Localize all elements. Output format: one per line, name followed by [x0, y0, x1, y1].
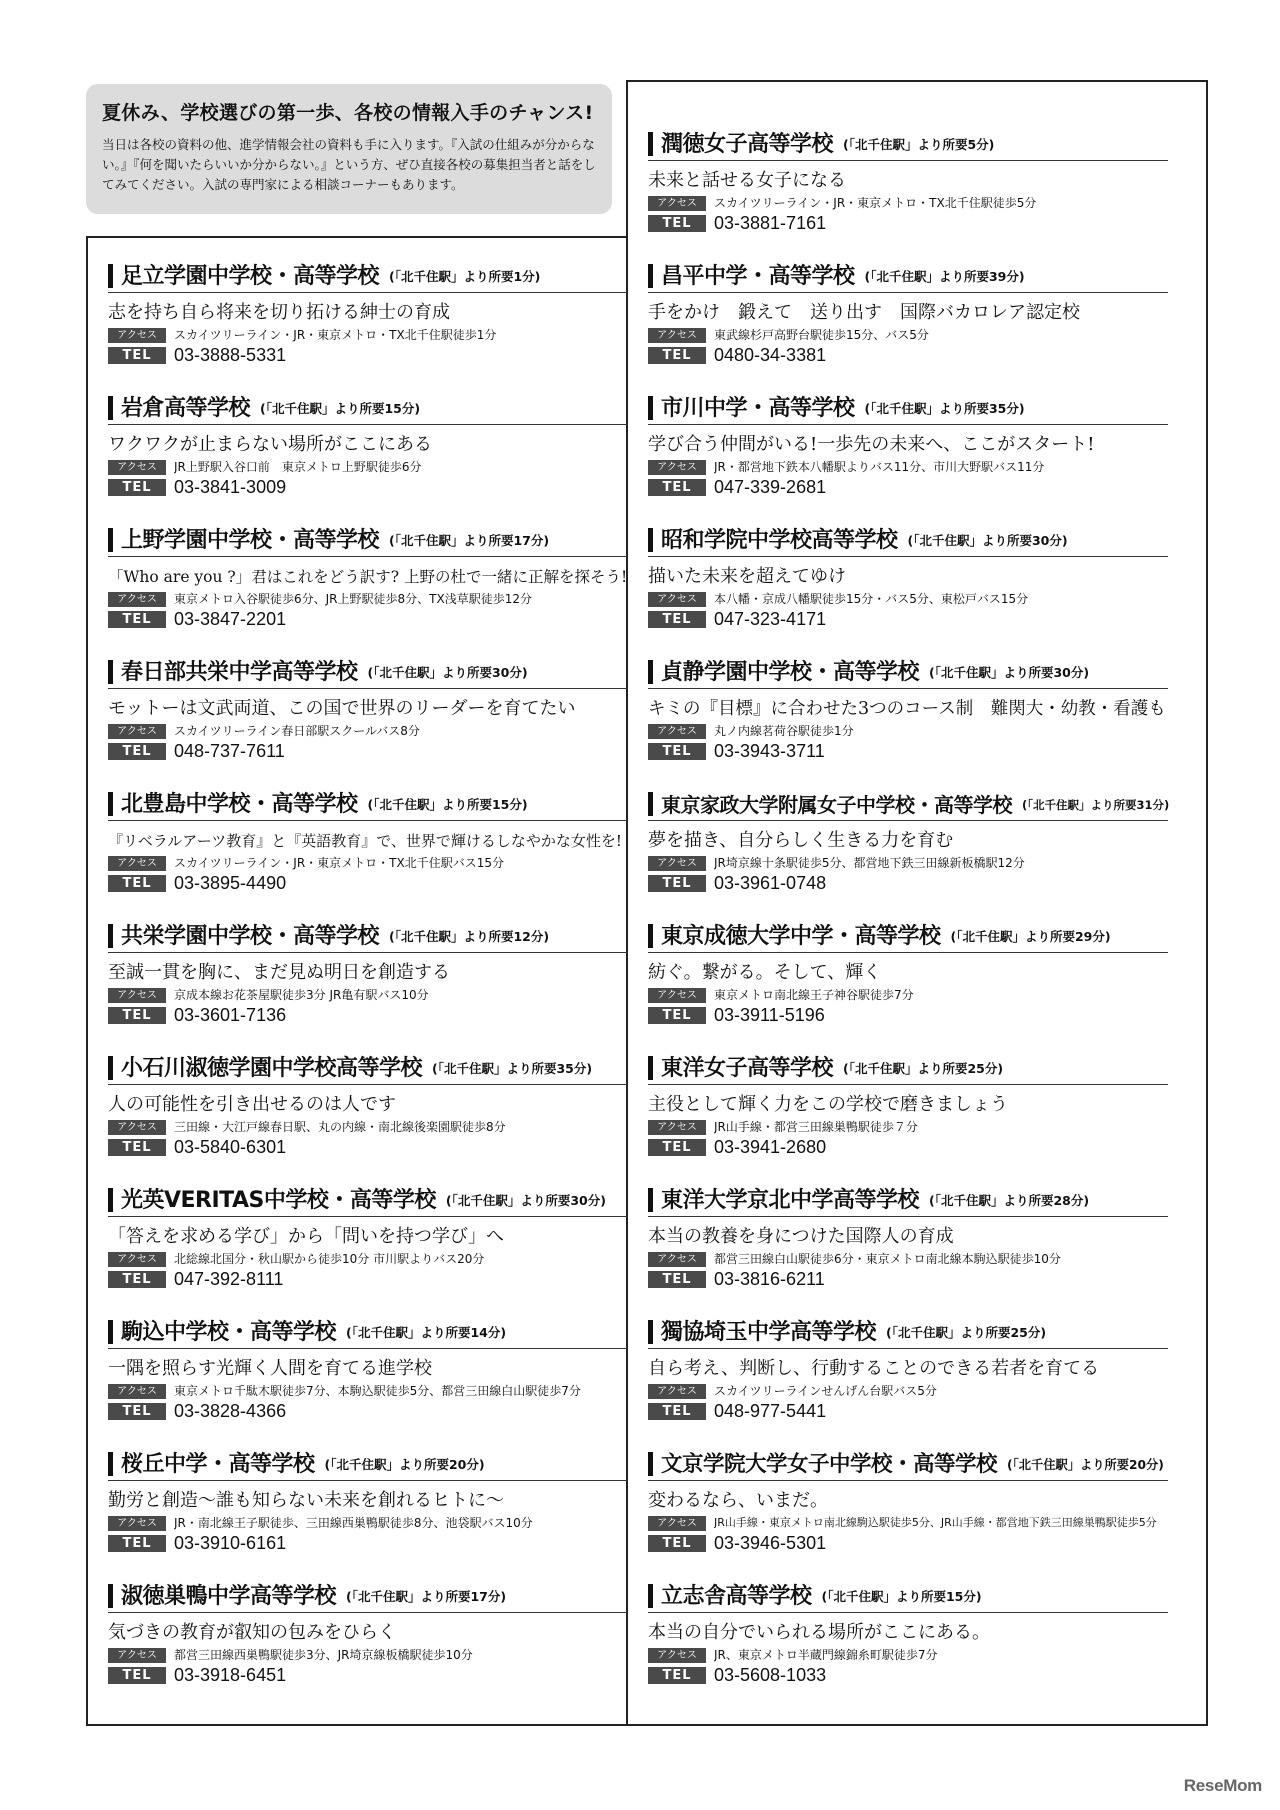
school-name: 昭和学院中学校高等学校 — [661, 528, 898, 553]
frame-border-top — [86, 236, 628, 238]
school-header — [108, 258, 628, 293]
tel-number: 047-392-8111 — [174, 1269, 284, 1289]
tel-number: 03-3918-6451 — [174, 1665, 287, 1685]
tel-label: TEL — [108, 479, 166, 496]
tel-label: TEL — [108, 347, 166, 364]
tel-row — [108, 1533, 628, 1553]
access-row — [648, 1515, 1168, 1531]
access-text: JR上野駅入谷口前 東京メトロ上野駅徒歩6分 — [174, 460, 422, 474]
heading-bar — [648, 792, 653, 816]
heading-bar — [648, 132, 653, 156]
access-text: 北総線北国分・秋山駅から徒歩10分 市川駅よりバス20分 — [174, 1252, 485, 1266]
access-text: 東武線杉戸高野台駅徒歩15分、バス5分 — [714, 328, 929, 342]
access-row — [108, 1647, 628, 1663]
access-label: アクセス — [648, 1648, 706, 1663]
school-name: 文京学院大学女子中学校・高等学校 — [661, 1452, 998, 1477]
heading-bar — [108, 528, 113, 552]
tel-label: TEL — [648, 1667, 706, 1684]
school-catchphrase: 「答えを求める学び」から「問いを持つ学び」へ — [108, 1226, 504, 1247]
school-header — [108, 786, 628, 821]
school-name: 昌平中学・高等学校 — [661, 264, 855, 289]
travel-time: (「北千住駅」より所要5分) — [843, 137, 995, 152]
access-row — [108, 591, 628, 607]
school-header — [648, 786, 1168, 821]
access-row — [108, 1515, 628, 1531]
access-row — [648, 1119, 1168, 1135]
heading-bar — [108, 396, 113, 420]
school-name: 貞静学園中学校・高等学校 — [661, 660, 920, 685]
tel-row — [108, 477, 628, 497]
travel-time: (「北千住駅」より所要20分) — [1007, 1458, 1164, 1472]
tel-label: TEL — [108, 1667, 166, 1684]
tel-number: 03-3601-7136 — [174, 1005, 287, 1025]
tel-row — [108, 1005, 628, 1025]
school-catchphrase: 本当の教養を身につけた国際人の育成 — [648, 1226, 954, 1247]
tel-row — [108, 1665, 628, 1685]
tel-label: TEL — [108, 1535, 166, 1552]
school-name: 市川中学・高等学校 — [661, 396, 855, 421]
intro-title: 夏休み、学校選びの第一歩、各校の情報入手のチャンス! — [102, 102, 594, 124]
tel-row — [108, 1269, 628, 1289]
heading-bar — [108, 1452, 113, 1476]
travel-time: (「北千住駅」より所要17分) — [346, 1589, 507, 1604]
heading-bar — [648, 528, 653, 552]
school-name: 岩倉高等学校 — [121, 396, 251, 421]
school-entry — [108, 1050, 628, 1182]
tel-row — [648, 873, 1168, 893]
tel-number: 03-3910-6161 — [174, 1533, 287, 1553]
tel-number: 048-737-7611 — [174, 741, 285, 761]
access-label: アクセス — [108, 1252, 166, 1267]
tel-label: TEL — [648, 1139, 706, 1156]
travel-time: (「北千住駅」より所要25分) — [886, 1325, 1047, 1340]
tel-number: 0480-34-3381 — [714, 345, 827, 365]
access-label: アクセス — [648, 988, 706, 1003]
school-name: 足立学園中学校・高等学校 — [121, 264, 380, 289]
travel-time: (「北千住駅」より所要14分) — [346, 1325, 507, 1340]
school-catchphrase: 自ら考え、判断し、行動することのできる若者を育てる — [648, 1358, 1100, 1379]
school-catchphrase: 「Who are you ?」君はこれをどう訳す? 上野の杜で一緒に正解を探そう! — [108, 568, 628, 586]
school-entry — [648, 1050, 1168, 1182]
school-header — [648, 918, 1168, 953]
school-entry — [108, 786, 628, 918]
tel-row — [648, 477, 1168, 497]
access-row — [108, 1119, 628, 1135]
tel-number: 03-3941-2680 — [714, 1137, 827, 1157]
school-catchphrase: ワクワクが止まらない場所がここにある — [108, 434, 432, 455]
tel-number: 03-3828-4366 — [174, 1401, 287, 1421]
heading-bar — [648, 660, 653, 684]
access-row — [648, 327, 1168, 343]
school-name: 東京家政大学附属女子中学校・高等学校 — [661, 793, 1012, 817]
access-label: アクセス — [108, 1648, 166, 1663]
travel-time: (「北千住駅」より所要25分) — [843, 1061, 1004, 1076]
access-label: アクセス — [648, 1252, 706, 1267]
school-name: 獨協埼玉中学高等学校 — [661, 1320, 877, 1345]
heading-bar — [648, 396, 653, 420]
school-entry — [648, 126, 1168, 258]
school-catchphrase: 人の可能性を引き出せるのは人です — [108, 1094, 396, 1115]
access-label: アクセス — [108, 1384, 166, 1399]
resemom-logo: ReseMom — [1183, 1776, 1262, 1795]
heading-bar — [108, 1056, 113, 1080]
tel-label: TEL — [648, 743, 706, 760]
heading-bar — [108, 924, 113, 948]
travel-time: (「北千住駅」より所要30分) — [367, 665, 528, 680]
school-header — [108, 654, 628, 689]
school-catchphrase: 学び合う仲間がいる!一歩先の未来へ、ここがスタート! — [648, 434, 1095, 455]
tel-label: TEL — [648, 1535, 706, 1552]
school-header — [108, 918, 628, 953]
heading-bar — [108, 660, 113, 684]
school-entry — [108, 1578, 628, 1710]
access-text: 都営三田線白山駅徒歩6分・東京メトロ南北線本駒込駅徒歩10分 — [714, 1252, 1061, 1266]
tel-number: 03-5840-6301 — [174, 1137, 287, 1157]
travel-time: (「北千住駅」より所要15分) — [260, 401, 421, 416]
school-name: 春日部共栄中学高等学校 — [121, 660, 358, 685]
travel-time: (「北千住駅」より所要12分) — [389, 929, 550, 944]
tel-number: 03-3895-4490 — [174, 873, 287, 893]
tel-label: TEL — [108, 743, 166, 760]
access-label: アクセス — [648, 592, 706, 607]
access-row — [108, 327, 628, 343]
tel-label: TEL — [108, 875, 166, 892]
access-label: アクセス — [648, 1120, 706, 1135]
school-header — [648, 522, 1168, 557]
access-text: 東京メトロ南北線王子神谷駅徒歩7分 — [714, 988, 914, 1002]
access-text: スカイツリーライン・JR・東京メトロ・TX北千住駅徒歩5分 — [714, 196, 1037, 210]
school-entry — [648, 522, 1168, 654]
school-entry — [108, 918, 628, 1050]
school-header — [648, 654, 1168, 689]
tel-number: 03-3816-6211 — [714, 1269, 825, 1289]
school-entry — [648, 786, 1168, 918]
travel-time: (「北千住駅」より所要39分) — [864, 269, 1025, 284]
intro-box — [86, 84, 612, 214]
tel-label: TEL — [108, 1271, 166, 1288]
tel-row — [648, 1005, 1168, 1025]
school-catchphrase: 気づきの教育が叡知の包みをひらく — [108, 1622, 396, 1643]
tel-row — [108, 873, 628, 893]
access-label: アクセス — [108, 1516, 166, 1531]
heading-bar — [108, 792, 113, 816]
access-label: アクセス — [648, 856, 706, 871]
access-row — [108, 987, 628, 1003]
tel-label: TEL — [108, 1139, 166, 1156]
tel-number: 03-3888-5331 — [174, 345, 287, 365]
tel-row — [648, 213, 1168, 233]
access-row — [648, 459, 1168, 475]
school-name: 小石川淑徳学園中学校高等学校 — [121, 1056, 423, 1081]
school-header — [108, 1578, 628, 1613]
access-text: 三田線・大江戸線春日駅、丸の内線・南北線後楽園駅徒歩8分 — [174, 1120, 506, 1134]
school-header — [108, 1446, 628, 1481]
tel-row — [648, 1533, 1168, 1553]
tel-number: 03-3847-2201 — [174, 609, 287, 629]
access-label: アクセス — [108, 460, 166, 475]
access-label: アクセス — [648, 724, 706, 739]
access-row — [648, 855, 1168, 871]
heading-bar — [648, 1056, 653, 1080]
access-text: JR山手線・東京メトロ南北線駒込駅徒歩5分、JR山手線・都営地下鉄三田線巣鴨駅徒歩5分 — [714, 1516, 1157, 1529]
access-row — [648, 1251, 1168, 1267]
school-header — [108, 522, 628, 557]
travel-time: (「北千住駅」より所要35分) — [864, 401, 1025, 416]
access-label: アクセス — [108, 1120, 166, 1135]
tel-row — [108, 609, 628, 629]
tel-row — [648, 1665, 1168, 1685]
school-entry — [108, 522, 628, 654]
travel-time: (「北千住駅」より所要30分) — [907, 533, 1068, 548]
heading-bar — [648, 1320, 653, 1344]
school-list-right — [648, 126, 1168, 1710]
access-label: アクセス — [648, 460, 706, 475]
access-row — [648, 1383, 1168, 1399]
school-entry — [108, 390, 628, 522]
tel-number: 03-3946-5301 — [714, 1533, 827, 1553]
access-text: 京成本線お花茶屋駅徒歩3分 JR亀有駅バス10分 — [174, 988, 429, 1002]
school-name: 光英VERITAS中学校・高等学校 — [121, 1188, 436, 1213]
heading-bar — [108, 1320, 113, 1344]
travel-time: (「北千住駅」より所要15分) — [821, 1589, 982, 1604]
school-name: 淑徳巣鴨中学高等学校 — [121, 1584, 337, 1609]
school-name: 東洋女子高等学校 — [661, 1056, 834, 1081]
travel-time: (「北千住駅」より所要1分) — [389, 269, 541, 284]
tel-row — [648, 1137, 1168, 1157]
tel-number: 03-5608-1033 — [714, 1665, 827, 1685]
school-entry — [648, 654, 1168, 786]
school-catchphrase: 変わるなら、いまだ。 — [648, 1490, 828, 1511]
access-text: JR・南北線王子駅徒歩、三田線西巣鴨駅徒歩8分、池袋駅バス10分 — [174, 1516, 533, 1530]
school-catchphrase: 未来と話せる女子になる — [648, 170, 846, 191]
heading-bar — [108, 264, 113, 288]
tel-label: TEL — [648, 1403, 706, 1420]
access-row — [108, 1383, 628, 1399]
access-row — [108, 459, 628, 475]
access-row — [648, 987, 1168, 1003]
school-name: 立志舎高等学校 — [661, 1584, 812, 1609]
school-catchphrase: 主役として輝く力をこの学校で磨きましょう — [648, 1094, 1008, 1115]
school-name: 共栄学園中学校・高等学校 — [121, 924, 380, 949]
heading-bar — [648, 924, 653, 948]
school-catchphrase: モットーは文武両道、この国で世界のリーダーを育てたい — [108, 698, 576, 719]
school-entry — [108, 1314, 628, 1446]
heading-bar — [648, 1188, 653, 1212]
school-catchphrase: 手をかけ 鍛えて 送り出す 国際バカロレア認定校 — [648, 302, 1080, 323]
access-text: スカイツリーラインせんげん台駅バス5分 — [714, 1384, 937, 1398]
school-name: 桜丘中学・高等学校 — [121, 1452, 315, 1477]
school-entry — [108, 1446, 628, 1578]
school-catchphrase: 勤労と創造〜誰も知らない未来を創れるヒトに〜 — [108, 1490, 504, 1511]
school-entry — [648, 258, 1168, 390]
tel-row — [648, 1269, 1168, 1289]
tel-row — [648, 1401, 1168, 1421]
tel-label: TEL — [108, 611, 166, 628]
school-catchphrase: 志を持ち自ら将来を切り拓ける紳士の育成 — [108, 302, 450, 323]
tel-number: 03-3881-7161 — [714, 213, 827, 233]
tel-number: 048-977-5441 — [714, 1401, 827, 1421]
access-text: JR・都営地下鉄本八幡駅よりバス11分、市川大野駅バス11分 — [714, 460, 1045, 474]
tel-label: TEL — [648, 875, 706, 892]
school-entry — [648, 390, 1168, 522]
access-text: スカイツリーライン・JR・東京メトロ・TX北千住駅バス15分 — [174, 856, 504, 870]
tel-label: TEL — [108, 1403, 166, 1420]
tel-label: TEL — [108, 1007, 166, 1024]
access-row — [648, 591, 1168, 607]
access-label: アクセス — [108, 856, 166, 871]
tel-number: 03-3943-3711 — [714, 741, 825, 761]
access-text: JR埼京線十条駅徒歩5分、都営地下鉄三田線新板橋駅12分 — [714, 856, 1025, 870]
access-label: アクセス — [108, 988, 166, 1003]
tel-row — [108, 345, 628, 365]
school-header — [108, 1182, 628, 1217]
access-row — [648, 723, 1168, 739]
travel-time: (「北千住駅」より所要20分) — [324, 1457, 485, 1472]
tel-row — [108, 1401, 628, 1421]
tel-label: TEL — [648, 347, 706, 364]
school-entry — [648, 1578, 1168, 1710]
tel-label: TEL — [648, 215, 706, 232]
school-entry — [648, 1314, 1168, 1446]
school-header — [648, 1446, 1168, 1481]
school-catchphrase: 『リベラルアーツ教育』と『英語教育』で、世界で輝けるしなやかな女性を! — [108, 832, 622, 850]
travel-time: (「北千住駅」より所要30分) — [929, 665, 1090, 680]
tel-label: TEL — [648, 479, 706, 496]
access-label: アクセス — [648, 1516, 706, 1531]
school-header — [648, 1578, 1168, 1613]
school-header — [648, 1050, 1168, 1085]
access-label: アクセス — [108, 592, 166, 607]
school-entry — [108, 654, 628, 786]
school-name: 北豊島中学校・高等学校 — [121, 792, 358, 817]
travel-time: (「北千住駅」より所要28分) — [929, 1193, 1090, 1208]
travel-time: (「北千住駅」より所要31分) — [1022, 798, 1170, 812]
access-label: アクセス — [108, 724, 166, 739]
school-name: 東洋大学京北中学高等学校 — [661, 1188, 920, 1213]
tel-number: 047-323-4171 — [714, 609, 827, 629]
tel-row — [648, 345, 1168, 365]
access-text: 東京メトロ千駄木駅徒歩7分、本駒込駅徒歩5分、都営三田線白山駅徒歩7分 — [174, 1384, 581, 1398]
tel-row — [108, 741, 628, 761]
tel-number: 03-3911-5196 — [714, 1005, 825, 1025]
tel-label: TEL — [648, 1007, 706, 1024]
access-text: JR、東京メトロ半蔵門線錦糸町駅徒歩7分 — [714, 1648, 938, 1662]
access-row — [108, 1251, 628, 1267]
intro-body: 当日は各校の資料の他、進学情報会社の資料も手に入ります。『入試の仕組みが分からない。』『何を聞いたらいいか分からない。』という方、ぜひ直接各校の募集担当者と話をしてみてください。入試の専門家による相談コーナーもあります。 — [102, 137, 596, 192]
access-text: スカイツリーライン・JR・東京メトロ・TX北千住駅徒歩1分 — [174, 328, 497, 342]
access-text: スカイツリーライン春日部駅スクールバス8分 — [174, 724, 420, 738]
school-header — [108, 1050, 628, 1085]
school-header — [108, 1314, 628, 1349]
access-row — [108, 855, 628, 871]
school-name: 上野学園中学校・高等学校 — [121, 528, 380, 553]
school-header — [648, 258, 1168, 293]
access-text: 丸ノ内線茗荷谷駅徒歩1分 — [714, 724, 854, 738]
tel-row — [108, 1137, 628, 1157]
access-text: 都営三田線西巣鴨駅徒歩3分、JR埼京線板橋駅徒歩10分 — [174, 1648, 473, 1662]
school-entry — [648, 1182, 1168, 1314]
access-text: 本八幡・京成八幡駅徒歩15分・バス5分、東松戸バス15分 — [714, 592, 1029, 606]
tel-number: 03-3961-0748 — [714, 873, 827, 893]
access-label: アクセス — [648, 1384, 706, 1399]
school-entry — [108, 258, 628, 390]
access-row — [648, 195, 1168, 211]
heading-bar — [648, 264, 653, 288]
access-text: 東京メトロ入谷駅徒歩6分、JR上野駅徒歩8分、TX浅草駅徒歩12分 — [174, 592, 532, 606]
tel-row — [648, 609, 1168, 629]
school-header — [648, 390, 1168, 425]
school-catchphrase: 夢を描き、自分らしく生きる力を育む — [648, 830, 954, 851]
travel-time: (「北千住駅」より所要15分) — [367, 797, 528, 812]
school-catchphrase: 一隅を照らす光輝く人間を育てる進学校 — [108, 1358, 432, 1379]
school-entry — [648, 918, 1168, 1050]
tel-number: 047-339-2681 — [714, 477, 827, 497]
travel-time: (「北千住駅」より所要30分) — [445, 1193, 606, 1208]
heading-bar — [108, 1188, 113, 1212]
school-name: 潤徳女子高等学校 — [661, 132, 834, 157]
access-row — [108, 723, 628, 739]
school-header — [648, 126, 1168, 161]
access-row — [648, 1647, 1168, 1663]
school-entry — [648, 1446, 1168, 1578]
access-text: JR山手線・都営三田線巣鴨駅徒歩７分 — [714, 1120, 918, 1134]
heading-bar — [108, 1584, 113, 1608]
school-header — [648, 1314, 1168, 1349]
school-entry — [108, 1182, 628, 1314]
travel-time: (「北千住駅」より所要35分) — [432, 1061, 593, 1076]
tel-row — [648, 741, 1168, 761]
access-label: アクセス — [108, 328, 166, 343]
heading-bar — [648, 1452, 653, 1476]
access-label: アクセス — [648, 328, 706, 343]
travel-time: (「北千住駅」より所要17分) — [389, 533, 550, 548]
school-catchphrase: 本当の自分でいられる場所がここにある。 — [648, 1622, 990, 1643]
school-header — [108, 390, 628, 425]
tel-number: 03-3841-3009 — [174, 477, 287, 497]
heading-bar — [648, 1584, 653, 1608]
access-label: アクセス — [648, 196, 706, 211]
school-header — [648, 1182, 1168, 1217]
school-catchphrase: キミの『目標』に合わせた3つのコース制 難関大・幼教・看護も — [648, 699, 1166, 719]
school-catchphrase: 至誠一貫を胸に、まだ見ぬ明日を創造する — [108, 962, 450, 983]
tel-label: TEL — [648, 1271, 706, 1288]
travel-time: (「北千住駅」より所要29分) — [950, 929, 1111, 944]
school-name: 駒込中学校・高等学校 — [121, 1320, 337, 1345]
school-list-left — [108, 258, 628, 1710]
school-catchphrase: 紡ぐ。繋がる。そして、輝く — [648, 962, 882, 983]
school-name: 東京成徳大学中学・高等学校 — [661, 924, 941, 949]
tel-label: TEL — [648, 611, 706, 628]
school-catchphrase: 描いた未来を超えてゆけ — [648, 566, 846, 587]
